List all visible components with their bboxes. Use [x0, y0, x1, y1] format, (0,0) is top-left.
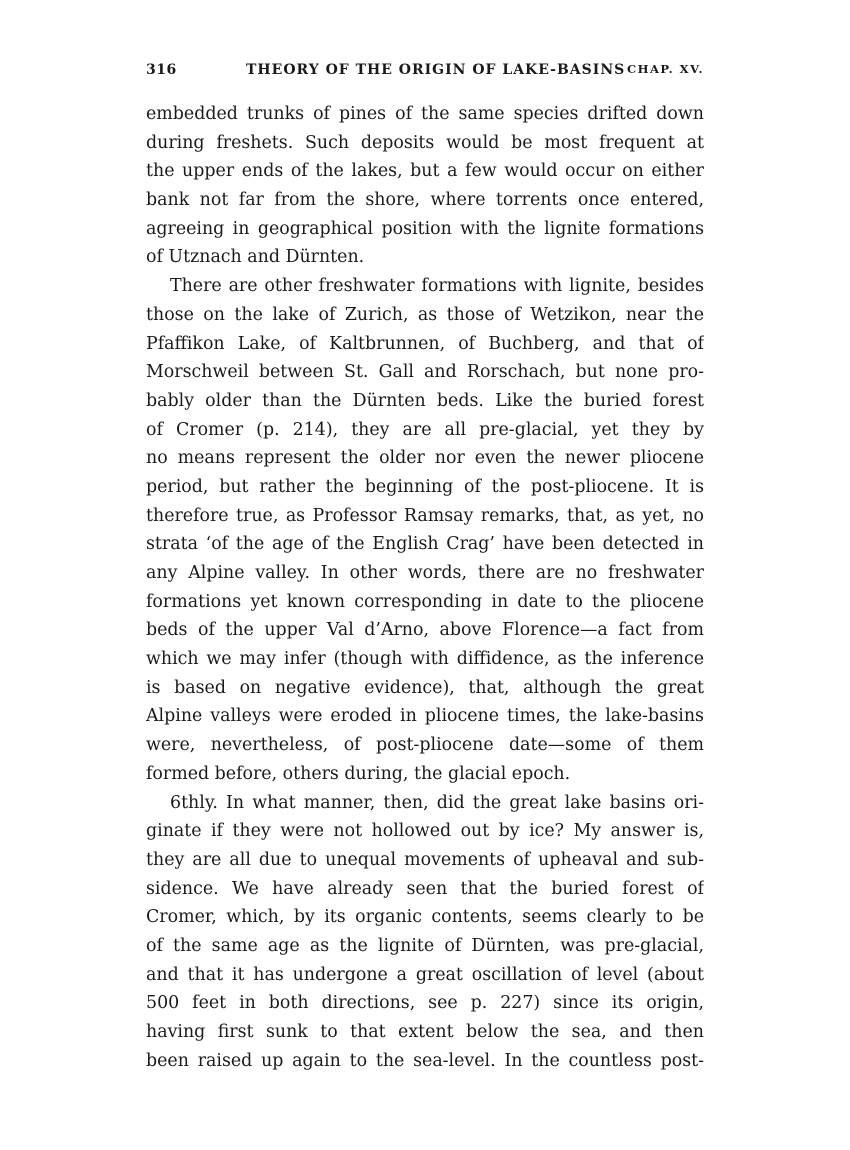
text-line: having first sunk to that extent below the sea, and then	[146, 1022, 704, 1042]
text-line: beds of the upper Val d’Arno, above Florence—a fact from	[146, 620, 704, 641]
text-line: ginate if they were not hollowed out by ice? My answer is,	[146, 821, 704, 842]
text-line: were, nevertheless, of post-pliocene date—some of them	[146, 735, 704, 756]
text-line: formations yet known corresponding in date to the pliocene	[146, 591, 704, 612]
text-line: bably older than the Dürnten beds. Like the buried forest	[146, 390, 704, 411]
text-line: Pfaffikon Lake, of Kaltbrunnen, of Buchberg, and that of	[146, 333, 704, 354]
body-text	[146, 100, 704, 1075]
text-line: of Utznach and Dürnten.	[146, 247, 365, 268]
text-line: Morschweil between St. Gall and Rorschach, but none pro-	[146, 362, 704, 383]
paragraph-first-line: 6thly. In what manner, then, did the great lake basins ori-	[170, 792, 704, 813]
text-line: they are all due to unequal movements of upheaval and sub-	[146, 849, 704, 870]
text-line: during freshets. Such deposits would be most frequent at	[146, 132, 704, 153]
text-line: of the same age as the lignite of Dürnten, was pre-glacial,	[146, 935, 704, 956]
text-line: of Cromer (p. 214), they are all pre-glacial, yet they by	[146, 419, 704, 440]
text-line: and that it has undergone a great oscillation of level (about	[146, 964, 704, 985]
text-line: Cromer, which, by its organic contents, seems clearly to be	[146, 907, 704, 928]
running-title: THEORY OF THE ORIGIN OF LAKE-BASINS	[246, 62, 626, 78]
text-line: which we may infer (though with diffidence, as the inference	[146, 649, 704, 670]
running-head	[146, 62, 704, 84]
chapter-label: CHAP. XV.	[626, 62, 704, 76]
text-line: period, but rather the beginning of the post-pliocene. It is	[146, 476, 704, 497]
text-line: is based on negative evidence), that, although the great	[146, 677, 704, 698]
text-line: no means represent the older nor even the newer pliocene	[146, 448, 704, 469]
text-line: embedded trunks of pines of the same species drifted down	[146, 104, 704, 124]
text-line: agreeing in geographical position with the lignite formations	[146, 218, 704, 239]
text-line: been raised up again to the sea-level. In the countless post-	[146, 1050, 704, 1071]
text-line: bank not far from the shore, where torrents once entered,	[146, 190, 704, 211]
text-line: sidence. We have already seen that the buried forest of	[146, 878, 704, 899]
text-line: any Alpine valley. In other words, there are no freshwater	[146, 563, 704, 583]
text-line: Alpine valleys were eroded in pliocene times, the lake-basins	[146, 706, 704, 727]
text-line: 500 feet in both directions, see p. 227) since its origin,	[146, 993, 704, 1014]
text-line: formed before, others during, the glacial epoch.	[146, 763, 571, 784]
paragraph-first-line: There are other freshwater formations with lignite, besides	[170, 276, 704, 297]
text-line: strata ‘of the age of the English Crag’ have been detected in	[146, 534, 704, 555]
text-line: therefore true, as Professor Ramsay remarks, that, as yet, no	[146, 505, 704, 526]
text-line: the upper ends of the lakes, but a few would occur on either	[146, 161, 704, 182]
text-line: those on the lake of Zurich, as those of Wetzikon, near the	[146, 304, 704, 325]
page-number: 316	[146, 62, 177, 78]
